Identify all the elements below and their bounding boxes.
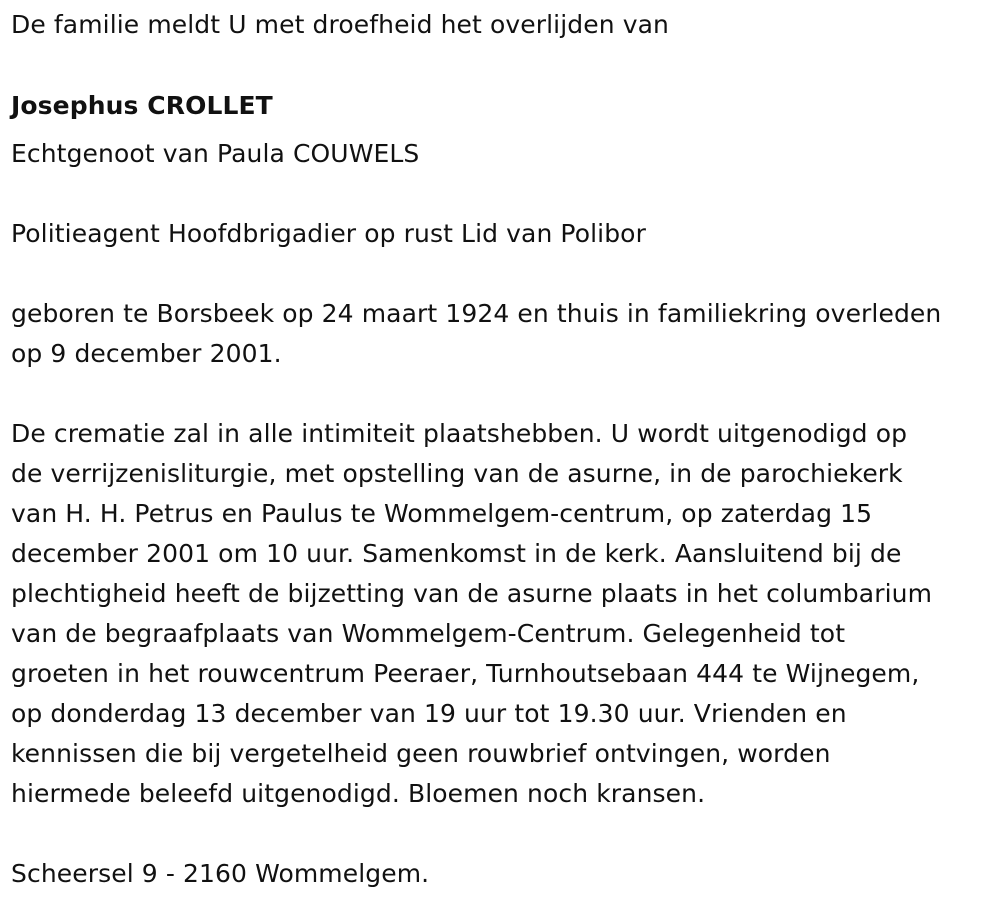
deceased-name: Josephus CROLLET (11, 91, 273, 120)
spouse-text: Echtgenoot van Paula COUWELS (11, 139, 420, 168)
birth-death-line: geboren te Borsbeek op 24 maart 1924 en thuis in familiekring overleden (11, 299, 942, 328)
ceremony-line: De crematie zal in alle intimiteit plaatshebben. U wordt uitgenodigd op (11, 419, 908, 448)
ceremony-line: hiermede beleefd uitgenodigd. Bloemen noch kransen. (11, 779, 706, 808)
intro-text: De familie meldt U met droefheid het overlijden van (11, 10, 669, 39)
occupation-text: Politieagent Hoofdbrigadier op rust Lid van Polibor (11, 219, 646, 248)
ceremony-line: groeten in het rouwcentrum Peeraer, Turnhoutsebaan 444 te Wijnegem, (11, 659, 920, 688)
ceremony-line: op donderdag 13 december van 19 uur tot 19.30 uur. Vrienden en (11, 699, 847, 728)
address-text: Scheersel 9 - 2160 Wommelgem. (11, 859, 430, 888)
ceremony-line: de verrijzenisliturgie, met opstelling van de asurne, in de parochiekerk (11, 459, 903, 488)
birth-death-line: op 9 december 2001. (11, 339, 282, 368)
ceremony-line: kennissen die bij vergetelheid geen rouwbrief ontvingen, worden (11, 739, 831, 768)
ceremony-line: plechtigheid heeft de bijzetting van de asurne plaats in het columbarium (11, 579, 933, 608)
ceremony-line: december 2001 om 10 uur. Samenkomst in de kerk. Aansluitend bij de (11, 539, 902, 568)
ceremony-line: van de begraafplaats van Wommelgem-Centrum. Gelegenheid tot (11, 619, 846, 648)
ceremony-line: van H. H. Petrus en Paulus te Wommelgem-centrum, op zaterdag 15 (11, 499, 873, 528)
